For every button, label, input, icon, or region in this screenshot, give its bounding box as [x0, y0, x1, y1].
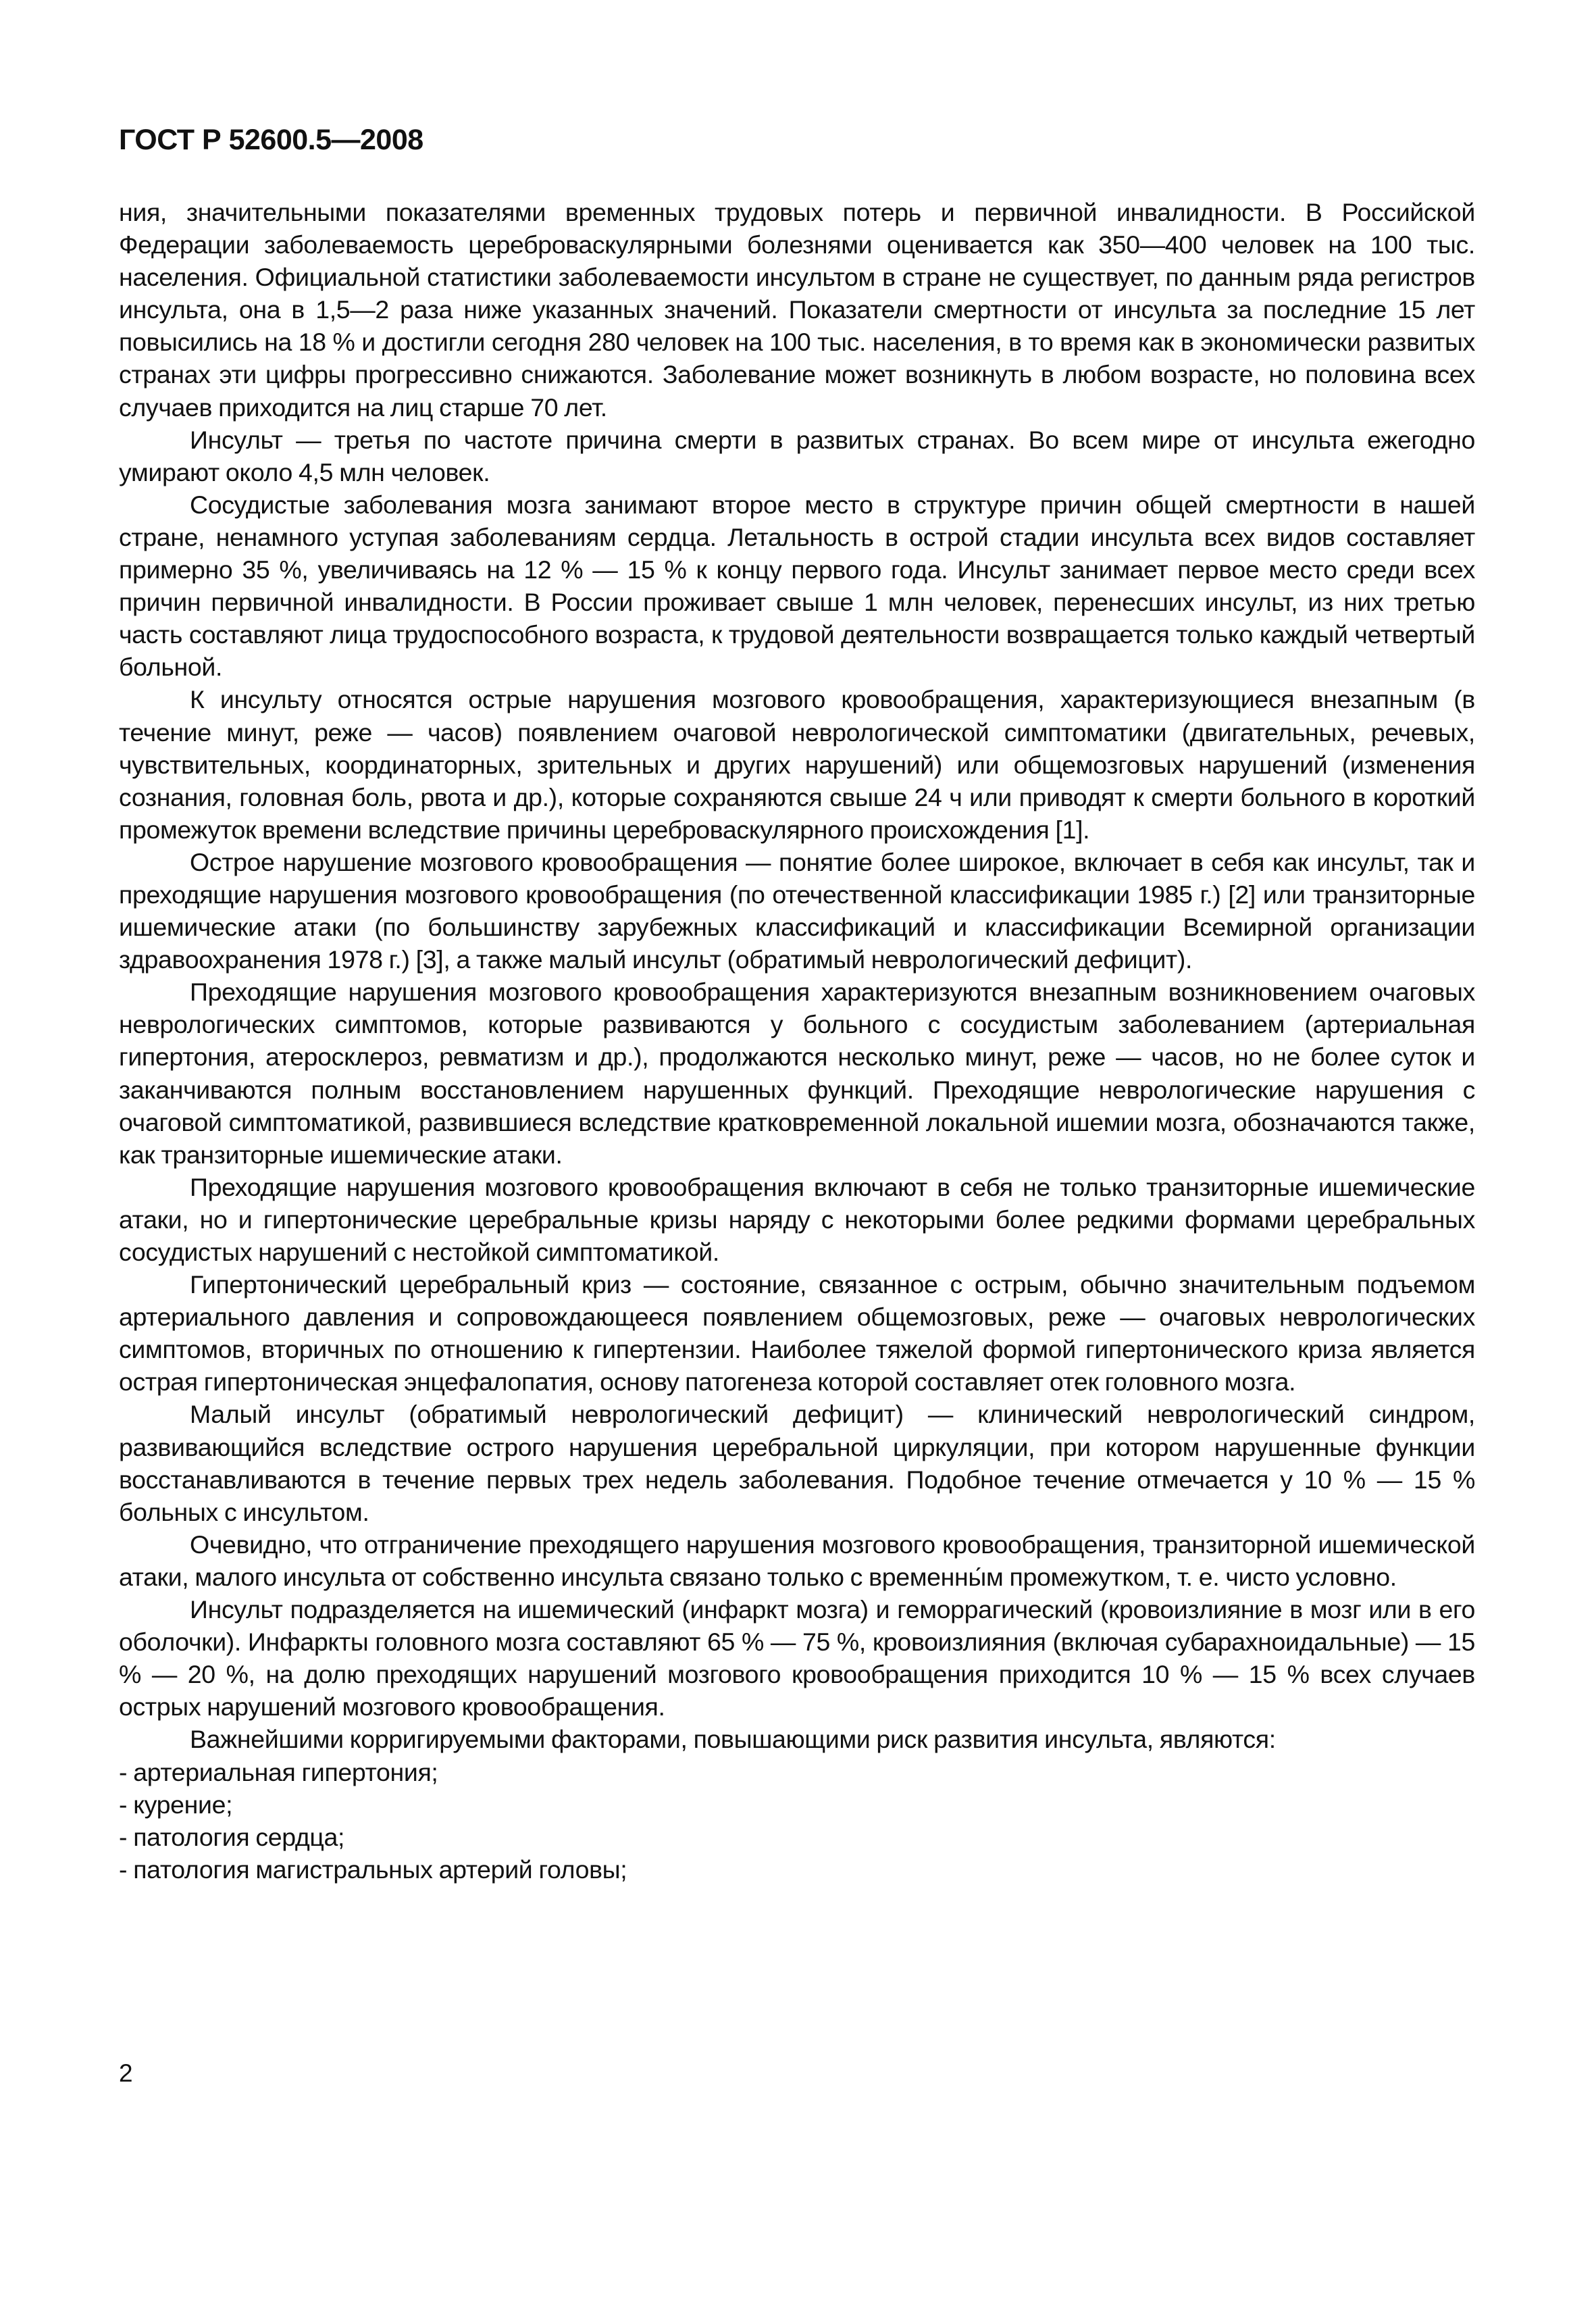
paragraph-transient-disorders: Преходящие нарушения мозгового кровообращения характеризуются внезапным возникновением очаговых неврологических симптомов, которые развиваются у больного с сосудистым заболеванием (артериальная гипертония, атеросклероз, ревматизм и др.), продолжаются несколько минут, реже — часов, но не более суток и заканчиваются полным восстановлением нарушенных функций. Преходящие неврологические нарушения с очаговой симптоматикой, развившиеся вследствие кратковременной локальной ишемии мозга, обозначаются также, как транзиторные ишемические атаки.: [119, 978, 1475, 1169]
paragraph-stroke-definition: К инсульту относятся острые нарушения мозгового кровообращения, характеризующиеся внезапным (в течение минут, реже — часов) появлением очаговой неврологической симптоматики (двигательных, речевых, чувствительных, координаторных, зрительных и других нарушений) или общемозговых нарушений (изменения сознания, головная боль, рвота и др.), которые сохраняются свыше 24 ч или приводят к смерти больного в короткий промежуток времени вследствие причины цереброваскулярного происхождения [1].: [119, 685, 1475, 844]
paragraph-hypertensive-crisis: Гипертонический церебральный криз — состояние, связанное с острым, обычно значительным подъемом артериального давления и сопровождающееся появлением общемозговых, реже — очаговых неврологических симптомов, вторичных по отношению к гипертензии. Наиболее тяжелой формой гипертонического криза является острая гипертоническая энцефалопатия, основу патогенеза которой составляет отек головного мозга.: [119, 1270, 1475, 1397]
list-item: - патология сердца;: [119, 1822, 345, 1851]
paragraph-vascular-diseases: Сосудистые заболевания мозга занимают второе место в структуре причин общей смертности в нашей стране, ненамного уступая заболеваниям сердца. Летальность в острой стадии инсульта всех видов составляет примерно 35 %, увеличиваясь на 12 % — 15 % к концу первого года. Инсульт занимает первое место среди всех причин первичной инвалидности. В России проживает свыше 1 млн человек, перенесших инсульт, из них третью часть составляют лица трудоспособного возраста, к трудовой деятельности возвращается только каждый четвертый больной.: [119, 490, 1475, 682]
document-header: ГОСТ Р 52600.5—2008: [119, 124, 423, 156]
page-number: 2: [119, 2059, 133, 2087]
list-item: - патология магистральных артерий головы;: [119, 1855, 627, 1884]
paragraph-risk-factors-intro: Важнейшими корригируемыми факторами, повышающими риск развития инсульта, являются:: [190, 1725, 1276, 1754]
document-body: [119, 196, 1475, 1886]
paragraph-stroke-types: Инсульт подразделяется на ишемический (инфаркт мозга) и геморрагический (кровоизлияние в мозг или в его оболочки). Инфаркты головного мозга составляют 65 % — 75 %, кровоизлияния (включая субарахноидальные) — 15 % — 20 %, на долю преходящих нарушений мозгового кровообращения приходится 10 % — 15 % всех случаев острых нарушений мозгового кровообращения.: [119, 1595, 1475, 1721]
list-item: - курение;: [119, 1790, 233, 1819]
paragraph-transient-disorders-include: Преходящие нарушения мозгового кровообращения включают в себя не только транзиторные ишемические атаки, но и гипертонические церебральные кризы наряду с некоторыми более редкими формами церебральных сосудистых нарушений с нестойкой симптоматикой.: [119, 1172, 1475, 1266]
paragraph-delimitation: Очевидно, что отграничение преходящего нарушения мозгового кровообращения, транзиторной ишемической атаки, малого инсульта от собственно инсульта связано только с временны́м промежутком, т. е. чисто условно.: [119, 1530, 1475, 1591]
paragraph-stroke-mortality-rank: Инсульт — третья по частоте причина смерти в развитых странах. Во всем мире от инсульта ежегодно умирают около 4,5 млн человек.: [119, 425, 1475, 486]
risk-factors-list: [119, 1756, 1475, 1886]
paragraph-statistics-continued: ния, значительными показателями временных трудовых потерь и первичной инвалидности. В Российской Федерации заболеваемость цереброваскулярными болезнями оценивается как 350—400 человек на 100 тыс. населения. Официальной статистики заболеваемости инсультом в стране не существует, по данным ряда регистров инсульта, она в 1,5—2 раза ниже указанных значений. Показатели смертности от инсульта за последние 15 лет повысились на 18 % и достигли сегодня 280 человек на 100 тыс. населения, в то время как в экономически развитых странах эти цифры прогрессивно снижаются. Заболевание может возникнуть в любом возрасте, но половина всех случаев приходится на лиц старше 70 лет.: [119, 198, 1475, 422]
paragraph-acute-disorder-definition: Острое нарушение мозгового кровообращения — понятие более широкое, включает в себя как инсульт, так и преходящие нарушения мозгового кровообращения (по отечественной классификации 1985 г.) [2] или транзиторные ишемические атаки (по большинству зарубежных классификаций и классификации Всемирной организации здравоохранения 1978 г.) [3], а также малый инсульт (обратимый неврологический дефицит).: [119, 847, 1475, 974]
list-item: - артериальная гипертония;: [119, 1757, 438, 1786]
paragraph-minor-stroke: Малый инсульт (обратимый неврологический дефицит) — клинический неврологический синдром, развивающийся вследствие острого нарушения церебральной циркуляции, при котором нарушенные функции восстанавливаются в течение первых трех недель заболевания. Подобное течение отмечается у 10 % — 15 % больных с инсультом.: [119, 1400, 1475, 1526]
